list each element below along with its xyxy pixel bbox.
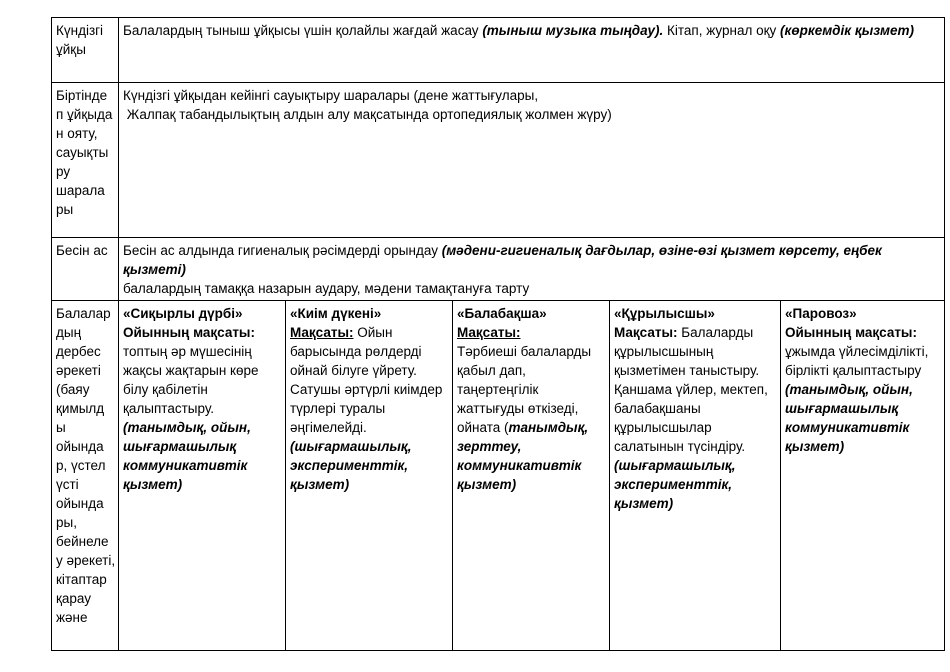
- game-tags: (танымдық, ойын, шығармашылық коммуникативтік қызмет): [785, 382, 913, 454]
- activity-row-header: Балалар дың дербес әрекеті (баяу қимылд ы ойында р, үстел үсті ойында ры, бейнеле у әрекеті, кітаптар қарау және: [52, 301, 119, 651]
- game-goal-label: Ойынның мақсаты:: [785, 325, 917, 340]
- game-tags: танымдық, зерттеу, коммуникативтік қызмет): [457, 420, 589, 492]
- activity-row: [52, 301, 945, 651]
- game-tags: (танымдық, ойын, шығармашылық коммуникативтік қызмет): [123, 420, 251, 492]
- game-goal-label: Мақсаты:: [290, 325, 354, 340]
- game-goal-text: Ойын барысында рөлдерді ойнай білуге үйрету. Сатушы әртүрлі киімдер түрлері туралы әңгімелейді.: [290, 325, 443, 435]
- wake-line-2: Жалпақ табандылықтың алдын алу мақсатында ортопедиялық жолмен жүру): [123, 107, 612, 122]
- nap-row-content: [119, 18, 945, 83]
- game-tags: (шығармашылық, эксперименттік, қызмет): [290, 439, 412, 492]
- nap-row: [52, 18, 945, 83]
- game-title: «Сиқырлы дүрбі»: [123, 306, 243, 321]
- game-title: «Балабақша»: [457, 306, 547, 321]
- game-goal-text: топтың әр мүшесінің жақсы жақтарын көре білу қабілетін қалыптастыру.: [123, 344, 259, 416]
- wake-row-header: Біртінде п ұйқыда н ояту, сауықты ру шарала ры: [52, 83, 119, 238]
- wake-row: [52, 83, 945, 238]
- nap-row-header: Күндізгі ұйқы: [52, 18, 119, 83]
- snack-row-header: Бесін ас: [52, 238, 119, 301]
- snack-text: Бесін ас алдында гигиеналық рәсімдерді орындау: [123, 243, 442, 258]
- game-goal-text: Балаларды құрылысшының қызметімен таныстыру. Қаншама үйлер, мектеп, балабақшаны құрылысшылар салатынын түсіндіру.: [614, 325, 768, 454]
- snack-row: [52, 238, 945, 301]
- game-goal-label: Мақсаты:: [457, 325, 521, 340]
- game-title: «Құрылысшы»: [614, 306, 715, 321]
- snack-line-2: балалардың тамаққа назарын аудару, мәдени тамақтануға тарту: [123, 281, 530, 296]
- game-cell: [781, 301, 945, 651]
- game-cell: [119, 301, 286, 651]
- nap-tag-music: (тыныш музыка тыңдау).: [482, 23, 664, 38]
- game-title: «Киім дүкені»: [290, 306, 382, 321]
- game-cell: [610, 301, 781, 651]
- snack-tag: (мәдени-гигиеналық дағдылар, өзіне-өзі қызмет көрсету, еңбек қызметі): [123, 243, 882, 277]
- game-goal-text: Тәрбиеші балаларды қабыл дап, таңертеңгілік жаттығуды өткізеді, ойната (: [457, 344, 592, 435]
- nap-tag-art: (көркемдік қызмет): [780, 23, 914, 38]
- game-goal-label: Мақсаты:: [614, 325, 678, 340]
- game-cell: [453, 301, 610, 651]
- game-cell: [286, 301, 453, 651]
- game-goal-label: Ойынның мақсаты:: [123, 325, 255, 340]
- snack-row-content: [119, 238, 945, 301]
- nap-text: Балалардың тыныш ұйқысы үшін қолайлы жағдай жасау: [123, 23, 483, 38]
- game-tags: (шығармашылық, эксперименттік, қызмет): [614, 458, 736, 511]
- game-goal-text: ұжымда үйлесімділікті, бірлікті қалыптастыру: [785, 344, 929, 378]
- game-title: «Паровоз»: [785, 306, 857, 321]
- wake-line-1: Күндізгі ұйқыдан кейінгі сауықтыру шаралары (дене жаттығулары,: [123, 88, 539, 103]
- wake-row-content: [119, 83, 945, 238]
- daily-plan-table: [51, 17, 945, 651]
- nap-text-reading: Кітап, журнал оқу: [663, 23, 781, 38]
